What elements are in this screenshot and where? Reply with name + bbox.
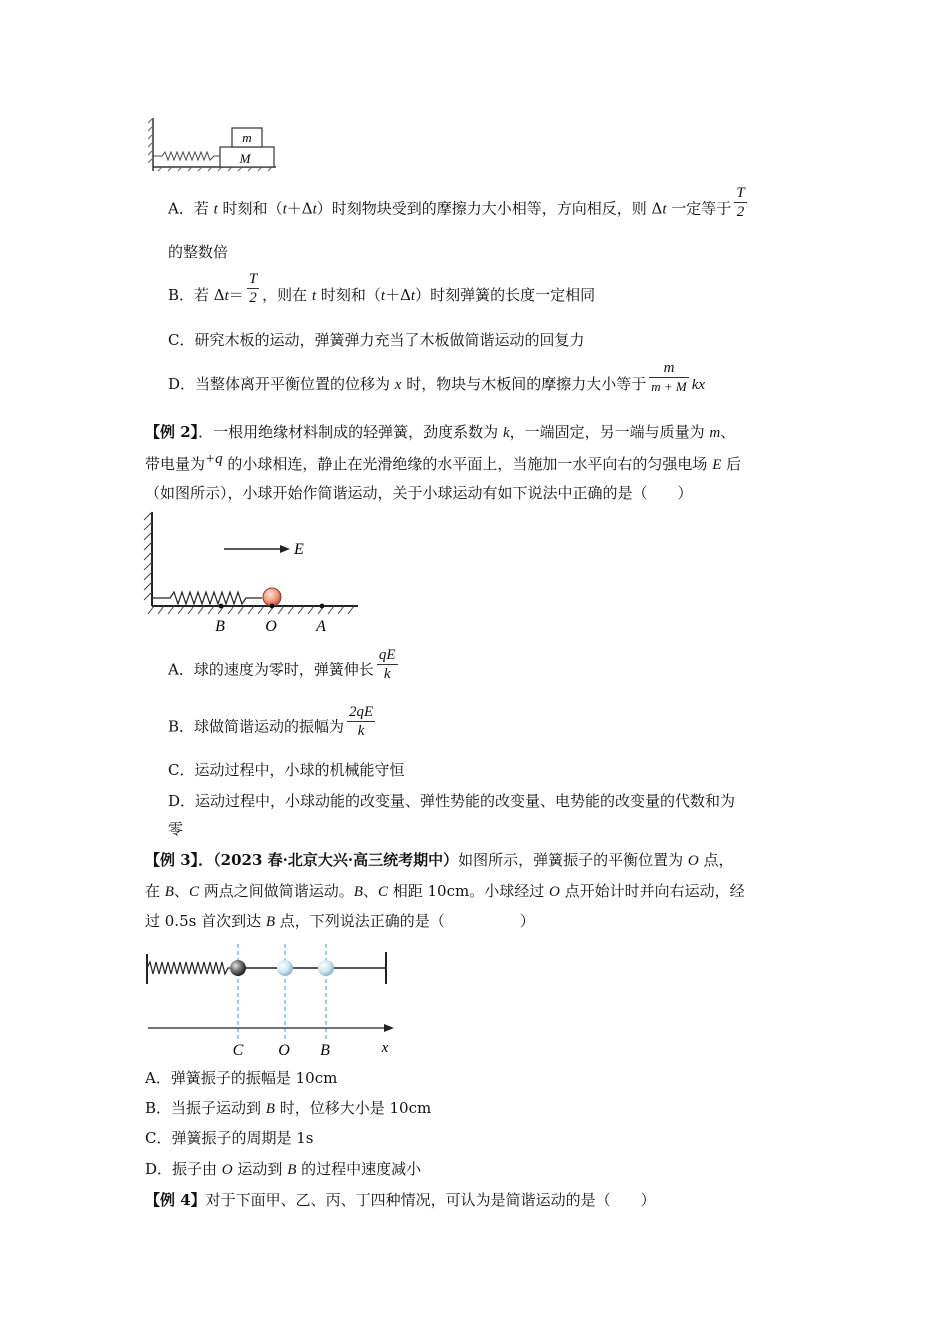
ex4-line1: 【例 4】对于下面甲、乙、丙、丁四种情况，可认为是简谐运动的是（ ） [145,1191,656,1209]
label-M: M [239,151,251,166]
fraction-qE-over-k: $\frac{qE}{k}$ [378,647,396,682]
figure-spring-board-block [148,115,280,175]
ex3-option-c: C．弹簧振子的周期是 1s [145,1129,314,1147]
point-B [219,604,224,609]
ex2-option-b: B．球做简谐运动的振幅为 $\frac{2qE}{k}$ [168,704,374,739]
figure-charged-ball-spring [140,508,365,636]
spring [153,152,220,160]
label-B: B [320,1042,330,1059]
label-B: B [215,618,225,635]
ex3-tag: 【例 3】．（2023 春·北京大兴·高三统考期中） [145,851,459,869]
label-x: x [381,1040,389,1056]
ex3-line2: 在 B、C 两点之间做简谐运动。B、C 相距 10cm。小球经过 O 点开始计时并向右运动，经 [145,882,745,900]
q1-option-a-cont: 的整数倍 [168,243,229,261]
point-O [270,604,275,609]
fraction-T-over-2: $\frac{T}{2}$ [248,270,258,306]
label-O: O [265,618,277,635]
ex2-option-c: C．运动过程中，小球的机械能守恒 [168,761,405,779]
ball-at-C [230,960,246,976]
figure-spring-oscillator-axis [140,942,400,1060]
spring [147,962,232,974]
ex2-line2: 带电量为+q 的小球相连，静止在光滑绝缘的水平面上，当施加一水平向右的匀强电场 E 后 [145,451,742,473]
ball-at-O [277,960,293,976]
ex2-option-d: D．运动过程中，小球动能的改变量、弹性势能的改变量、电势能的改变量的代数和为 [168,792,736,810]
ex2-option-a: A．球的速度为零时，弹簧伸长 $\frac{qE}{k}$ [168,647,396,682]
label-A: A [316,618,326,635]
q1-option-d: D．当整体离开平衡位置的位移为 x 时，物块与木板间的摩擦力大小等于 $\frac{m}{m + M}$ kx [168,359,706,394]
q1-option-b: B．若 Δt＝ $\frac{T}{2}$ ，则在 t 时刻和（t＋Δt）时刻弹簧的长度一定相同 [168,270,596,306]
q1-option-a: A．若 t 时刻和（t＋Δt）时刻物块受到的摩擦力大小相等，方向相反，则 Δt 一定等于 $\frac{T}{2}$ [168,185,745,220]
ex3-line1: 【例 3】．（2023 春·北京大兴·高三统考期中）如图所示，弹簧振子的平衡位置为 O 点， [145,851,734,869]
q1-option-c: C．研究木板的运动，弹簧弹力充当了木板做简谐运动的回复力 [168,331,585,349]
ex4-tag: 【例 4】 [145,1191,206,1209]
ball-at-B [318,960,334,976]
ex2-option-d-cont: 零 [168,820,184,838]
spring [152,592,262,604]
label-E: E [294,541,304,558]
ex3-option-a: A．弹簧振子的振幅是 10cm [145,1069,338,1087]
point-A [320,604,325,609]
ex2-tag: 【例 2】 [145,423,199,441]
fraction-2qE-over-k: $\frac{2qE}{k}$ [349,704,374,739]
ex3-option-b: B．当振子运动到 B 时，位移大小是 10cm [145,1099,432,1117]
ex2-line3: （如图所示），小球开始作简谐运动，关于小球运动有如下说法中正确的是（ ） [145,484,693,502]
ex2-line1: 【例 2】．一根用绝缘材料制成的轻弹簧，劲度系数为 k，一端固定，另一端与质量为 m、 [145,423,736,441]
fraction-T-over-2: $\frac{T}{2}$ [736,185,745,220]
label-m: m [242,130,252,145]
fraction-m-over-m-plus-M: $\frac{m}{m + M}$ [651,359,687,394]
label-C: C [232,1042,244,1059]
charged-ball [263,588,281,606]
ex3-option-d: D．振子由 O 运动到 B 的过程中速度减小 [145,1160,422,1178]
label-O: O [278,1042,290,1059]
ex3-line3: 过 0.5s 首次到达 B 点，下列说法正确的是（ ） [145,912,535,930]
